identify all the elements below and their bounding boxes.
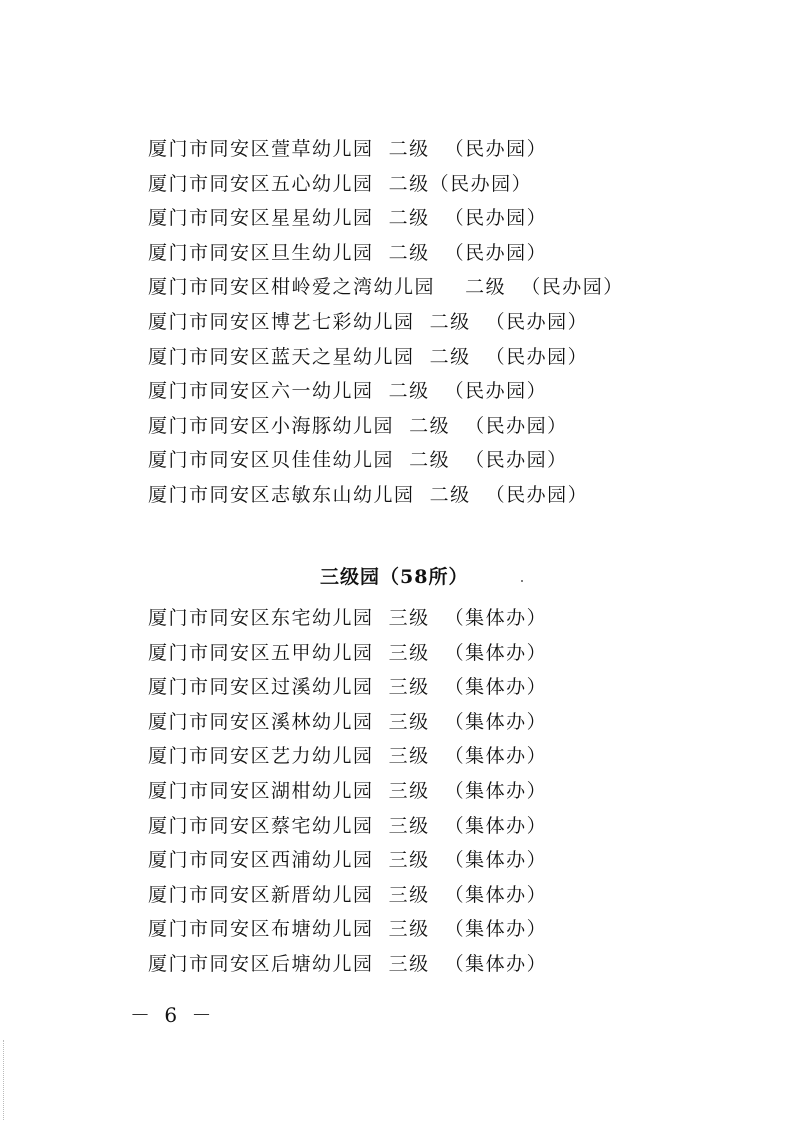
list-item: 厦门市同安区贝佳佳幼儿园 二级 （民办园） bbox=[148, 449, 568, 472]
list-item: 厦门市同安区东宅幼儿园 三级 （集体办） bbox=[148, 607, 548, 629]
list-item: 厦门市同安区过溪幼儿园 三级 （集体办） bbox=[148, 676, 548, 699]
list-item: 厦门市同安区五心幼儿园 二级（民办园） bbox=[148, 172, 533, 195]
list-item: 厦门市同安区蔡宅幼儿园 三级 （集体办） bbox=[148, 814, 548, 837]
page-number: － 6 － bbox=[130, 1003, 216, 1027]
list-item: 厦门市同安区萱草幼儿园 二级 （民办园） bbox=[148, 138, 548, 160]
list-item: 厦门市同安区旦生幼儿园 二级 （民办园） bbox=[148, 241, 548, 264]
list-item: 厦门市同安区柑岭爱之湾幼儿园 二级 （民办园） bbox=[148, 276, 624, 299]
scan-margin-artifact bbox=[3, 1040, 5, 1120]
list-item: 厦门市同安区志敏东山幼儿园 二级 （民办园） bbox=[148, 483, 589, 506]
list-item: 厦门市同安区博艺七彩幼儿园 二级 （民办园） bbox=[148, 310, 589, 333]
scan-speck bbox=[521, 580, 523, 582]
list-item: 厦门市同安区小海豚幼儿园 二级 （民办园） bbox=[148, 414, 568, 437]
list-item: 厦门市同安区布塘幼儿园 三级 （集体办） bbox=[148, 918, 548, 941]
level3-kindergarten-list bbox=[148, 601, 547, 982]
list-item: 厦门市同安区新厝幼儿园 三级 （集体办） bbox=[148, 883, 548, 906]
list-item: 厦门市同安区艺力幼儿园 三级 （集体办） bbox=[148, 745, 548, 768]
list-item: 厦门市同安区西浦幼儿园 三级 （集体办） bbox=[148, 849, 548, 872]
list-item: 厦门市同安区湖柑幼儿园 三级 （集体办） bbox=[148, 779, 548, 802]
list-item: 厦门市同安区星星幼儿园 二级 （民办园） bbox=[148, 207, 548, 230]
list-item: 厦门市同安区后塘幼儿园 三级 （集体办） bbox=[148, 952, 548, 975]
section-heading-level3: 三级园（58所） bbox=[320, 566, 469, 588]
list-item: 厦门市同安区六一幼儿园 二级 （民办园） bbox=[148, 380, 548, 403]
level2-kindergarten-list bbox=[148, 132, 624, 513]
list-item: 厦门市同安区溪林幼儿园 三级 （集体办） bbox=[148, 710, 548, 733]
list-item: 厦门市同安区五甲幼儿园 三级 （集体办） bbox=[148, 641, 548, 664]
list-item: 厦门市同安区蓝天之星幼儿园 二级 （民办园） bbox=[148, 345, 589, 368]
